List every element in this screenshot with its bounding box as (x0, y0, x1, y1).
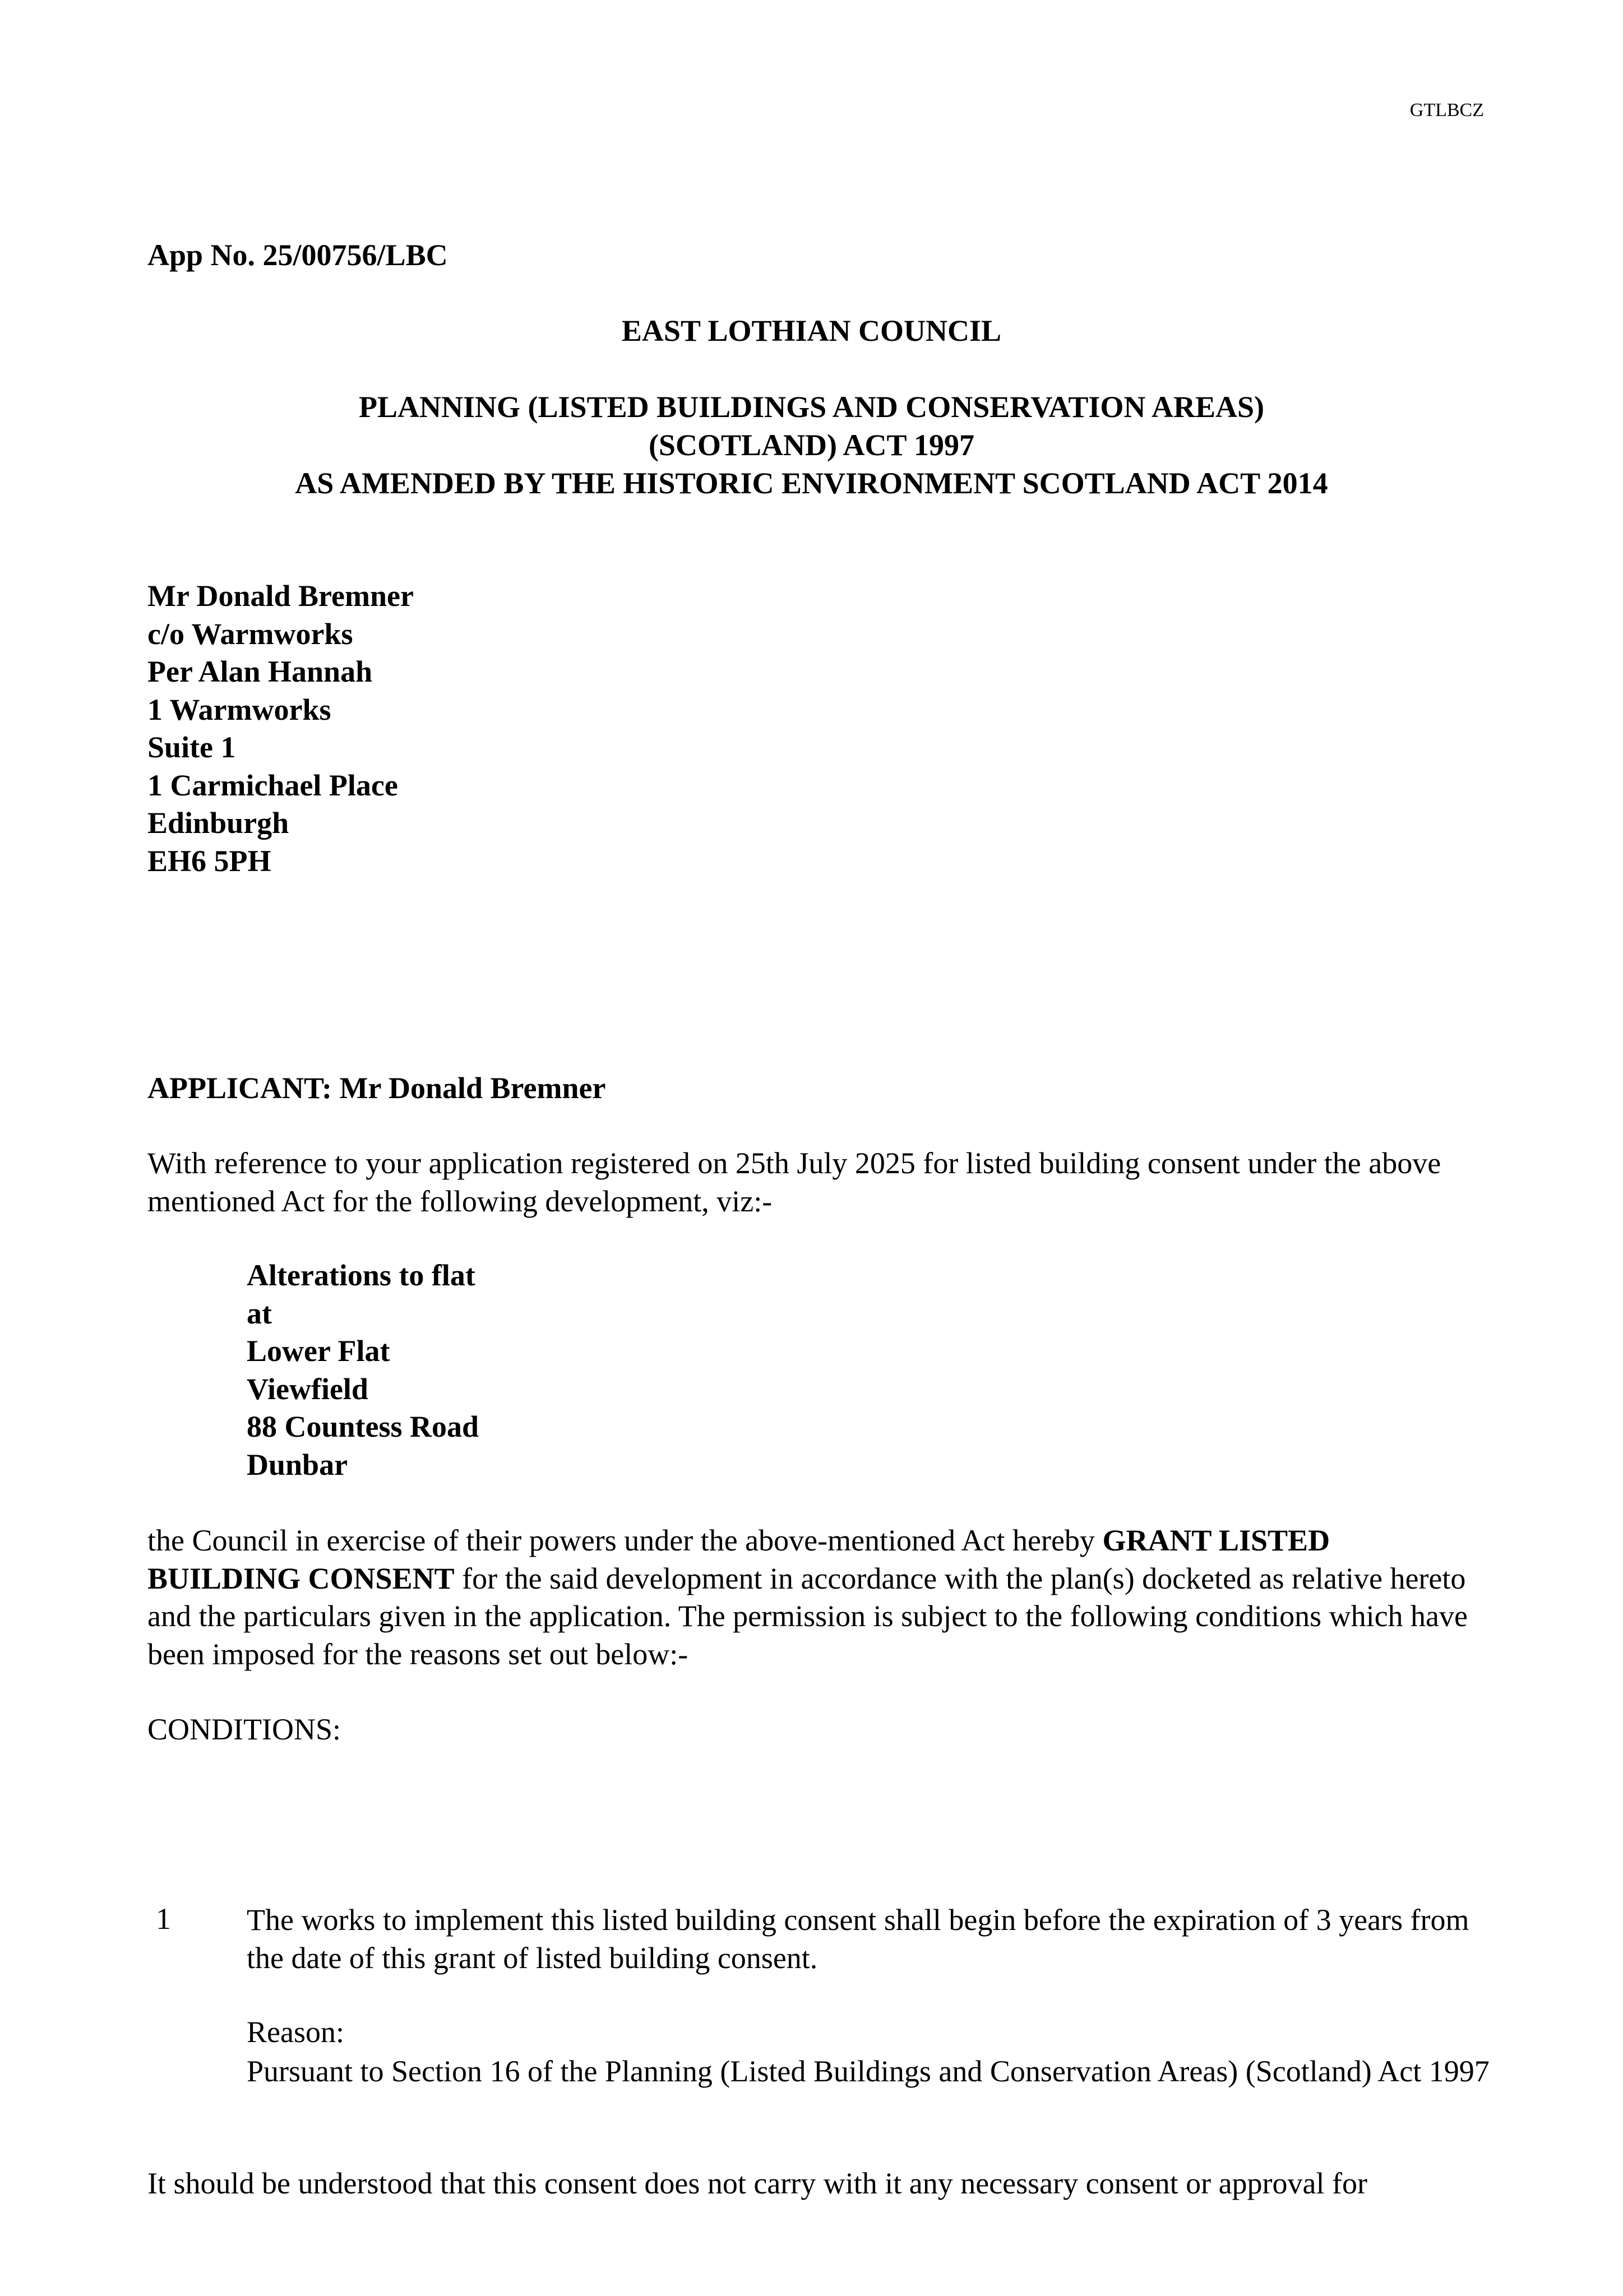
grant-text-after: for the said development in accordance with the plan(s) docketed as relative hereto and the particulars given in the application. The permission is subject to the following conditions which have been imposed for the reasons set out below:- (147, 1561, 1468, 1671)
condition-number: 1 (156, 1902, 171, 1936)
address-line: 1 Carmichael Place (147, 768, 398, 802)
development-line: Lower Flat (247, 1334, 390, 1368)
reference-code: GTLBCZ (1409, 100, 1484, 121)
act-title-line: AS AMENDED BY THE HISTORIC ENVIRONMENT SCOTLAND ACT 2014 (295, 466, 1328, 500)
recipient-address (147, 577, 414, 880)
application-number: App No. 25/00756/LBC (147, 238, 448, 272)
grant-paragraph (147, 1522, 1482, 1673)
act-title-line: (SCOTLAND) ACT 1997 (648, 428, 975, 462)
development-line: Alterations to flat (247, 1258, 475, 1292)
development-description (247, 1257, 479, 1484)
council-name: EAST LOTHIAN COUNCIL (621, 314, 1002, 348)
condition-text: The works to implement this listed building consent shall begin before the expiration of 3 years from the date of this grant of listed building consent. (247, 1903, 1469, 1975)
intro-paragraph: With reference to your application registered on 25th July 2025 for listed building consent under the above mentioned Act for the following development, viz:- (147, 1146, 1441, 1218)
development-line: 88 Countess Road (247, 1410, 479, 1443)
reason-label: Reason: (247, 2015, 344, 2049)
act-title (0, 388, 1623, 502)
address-line: c/o Warmworks (147, 617, 353, 651)
development-line: Viewfield (247, 1372, 368, 1406)
address-line: Per Alan Hannah (147, 655, 373, 688)
address-line: 1 Warmworks (147, 692, 331, 726)
address-line: Edinburgh (147, 806, 289, 840)
address-line: Mr Donald Bremner (147, 579, 414, 613)
development-line: at (247, 1296, 272, 1330)
applicant-line: APPLICANT: Mr Donald Bremner (147, 1071, 606, 1105)
address-line: EH6 5PH (147, 844, 271, 878)
closing-paragraph: It should be understood that this consent does not carry with it any necessary consent or approval for (147, 2167, 1367, 2200)
grant-decision: GRANT LISTED BUILDING CONSENT (147, 1524, 1330, 1595)
act-title-line: PLANNING (LISTED BUILDINGS AND CONSERVATION AREAS) (359, 390, 1264, 424)
conditions-heading: CONDITIONS: (147, 1712, 341, 1746)
reason-text: Pursuant to Section 16 of the Planning (Listed Buildings and Conservation Areas) (Scotland) Act 1997 (247, 2054, 1490, 2088)
grant-text-before: the Council in exercise of their powers under the above-mentioned Act hereby (147, 1524, 1103, 1557)
development-line: Dunbar (247, 1447, 348, 1482)
address-line: Suite 1 (147, 730, 236, 764)
